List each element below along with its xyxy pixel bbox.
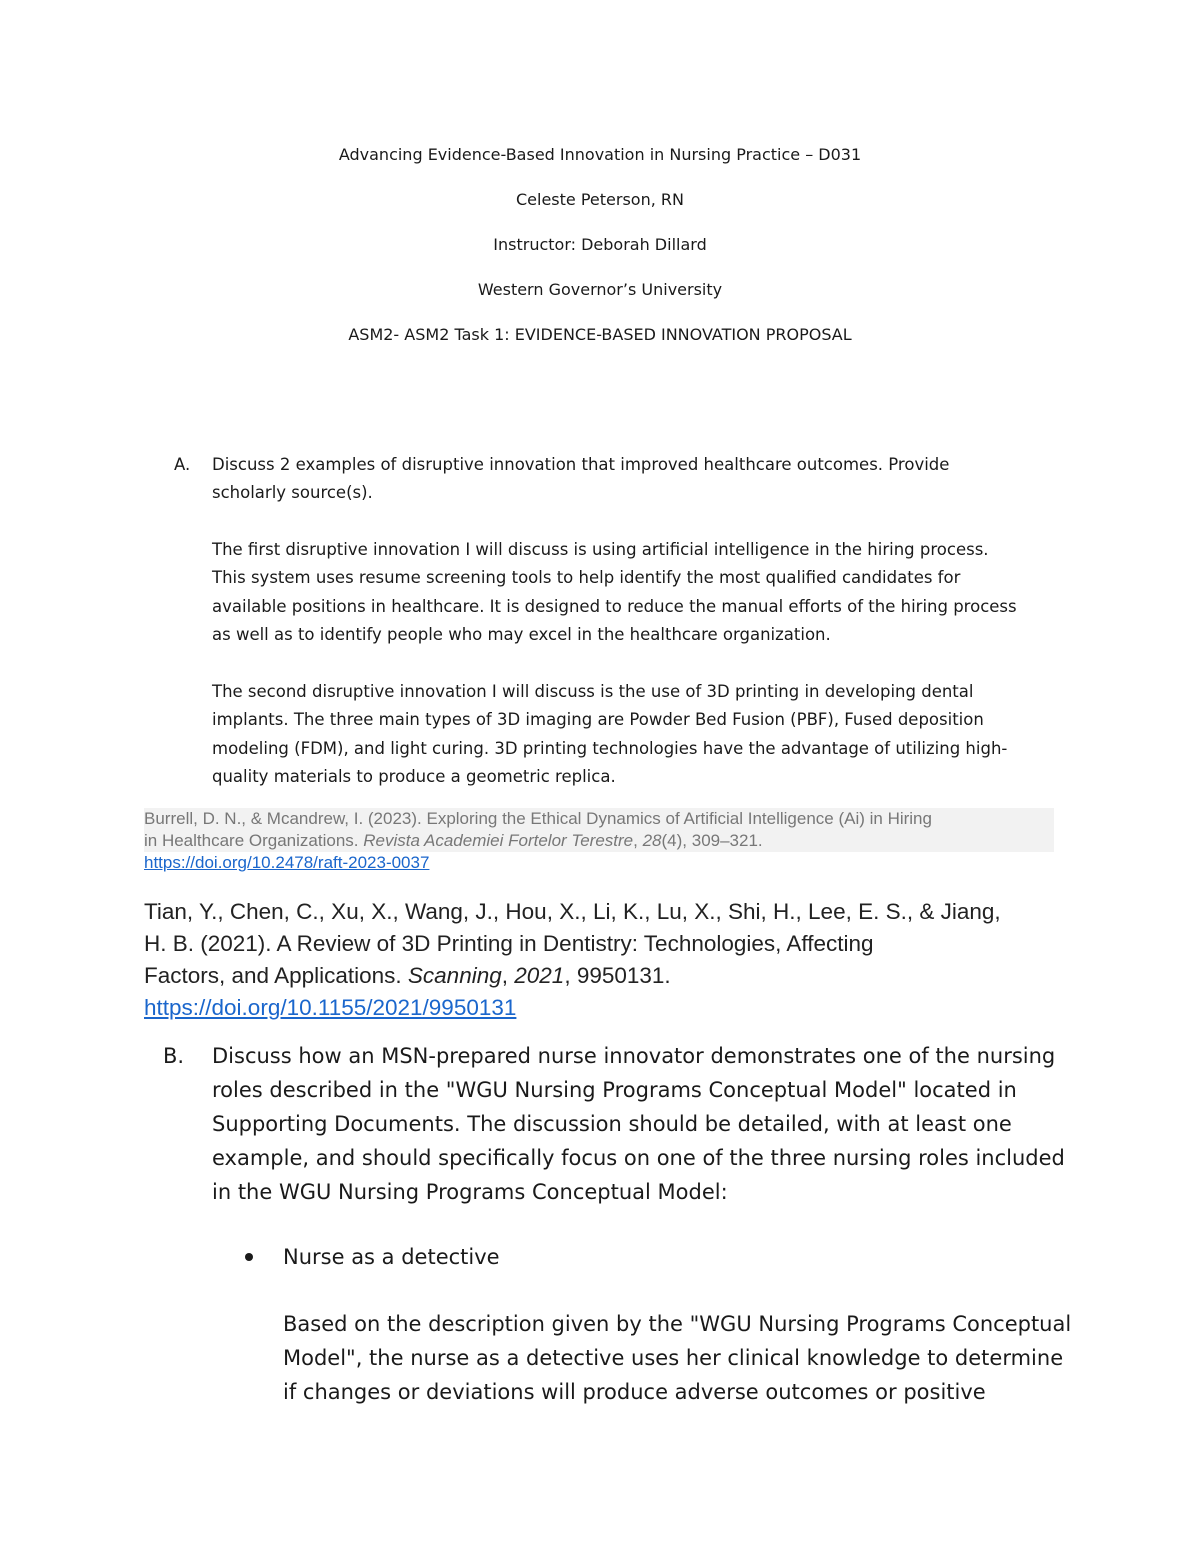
paragraph-line: if changes or deviations will produce adverse outcomes or positive bbox=[283, 1380, 986, 1404]
section-b-prompt-line: example, and should specifically focus on one of the three nursing roles included bbox=[212, 1146, 1065, 1170]
section-b-prompt-line: Supporting Documents. The discussion should be detailed, with at least one bbox=[212, 1112, 1012, 1136]
section-b-marker: B. bbox=[163, 1044, 185, 1068]
paragraph-line: as well as to identify people who may excel in the healthcare organization. bbox=[212, 624, 831, 644]
reference-2-line-3 bbox=[144, 960, 1064, 992]
assignment-name: ASM2- ASM2 Task 1: EVIDENCE-BASED INNOVATION PROPOSAL bbox=[348, 325, 852, 344]
instructor-name: Instructor: Deborah Dillard bbox=[493, 235, 707, 254]
document-title: Advancing Evidence-Based Innovation in Nursing Practice – D031 bbox=[338, 145, 862, 164]
section-a-paragraph-2 bbox=[212, 678, 1007, 791]
section-b-prompt-line: roles described in the "WGU Nursing Programs Conceptual Model" located in bbox=[212, 1078, 1017, 1102]
section-b-prompt-line: Discuss how an MSN-prepared nurse innovator demonstrates one of the nursing bbox=[212, 1044, 1056, 1068]
reference-2-doi-link[interactable]: https://doi.org/10.1155/2021/9950131 bbox=[144, 995, 517, 1020]
paragraph-line: available positions in healthcare. It is designed to reduce the manual efforts of the hiring process bbox=[212, 596, 1017, 616]
reference-1-line-2: in Healthcare Organizations. Revista Academiei Fortelor Terestre, 28(4), 309–321. bbox=[144, 830, 1054, 852]
reference-2-journal: Scanning bbox=[407, 963, 502, 988]
section-b-paragraph bbox=[283, 1307, 1071, 1409]
title-block bbox=[0, 144, 1200, 369]
bullet-dot-icon bbox=[245, 1253, 253, 1261]
section-a-prompt-line: Discuss 2 examples of disruptive innovation that improved healthcare outcomes. Provide bbox=[212, 455, 950, 474]
reference-1-line-1: Burrell, D. N., & Mcandrew, I. (2023). Exploring the Ethical Dynamics of Artificial Intelligence (Ai) in Hiring bbox=[144, 808, 1054, 830]
reference-2-line-4 bbox=[144, 992, 1064, 1024]
reference-2-plain: Factors, and Applications. bbox=[144, 963, 408, 988]
section-b-prompt bbox=[212, 1039, 1065, 1209]
reference-2-line-2: H. B. (2021). A Review of 3D Printing in Dentistry: Technologies, Affecting bbox=[144, 931, 874, 956]
paragraph-line: implants. The three main types of 3D imaging are Powder Bed Fusion (PBF), Fused deposition bbox=[212, 710, 984, 730]
reference-1-volume: 28 bbox=[642, 831, 662, 850]
reference-2 bbox=[144, 896, 1064, 1024]
reference-2-volume: 2021 bbox=[514, 963, 565, 988]
section-a-marker: A. bbox=[174, 455, 191, 474]
paragraph-line: The first disruptive innovation I will discuss is using artificial intelligence in the hiring process. bbox=[212, 540, 989, 559]
reference-1 bbox=[144, 808, 1054, 874]
university-name: Western Governor’s University bbox=[477, 280, 723, 299]
reference-2-article: , 9950131. bbox=[564, 963, 671, 988]
reference-1-plain: in Healthcare Organizations. bbox=[144, 831, 364, 850]
paragraph-line: modeling (FDM), and light curing. 3D printing technologies have the advantage of utilizing high- bbox=[212, 738, 1008, 758]
reference-2-line-1: Tian, Y., Chen, C., Xu, X., Wang, J., Hou, X., Li, K., Lu, X., Shi, H., Lee, E. S., & Jiang, bbox=[144, 899, 1001, 924]
reference-1-doi-link[interactable]: https://doi.org/10.2478/raft-2023-0037 bbox=[144, 853, 430, 872]
paragraph-line: Based on the description given by the "WGU Nursing Programs Conceptual bbox=[283, 1312, 1072, 1336]
section-b-prompt-line: in the WGU Nursing Programs Conceptual Model: bbox=[212, 1180, 728, 1204]
section-a-prompt bbox=[212, 451, 949, 508]
bullet-item-nurse-as-detective: Nurse as a detective bbox=[283, 1245, 500, 1269]
section-a-prompt-line: scholarly source(s). bbox=[212, 483, 373, 503]
paragraph-line: Model", the nurse as a detective uses her clinical knowledge to determine bbox=[283, 1346, 1064, 1370]
paragraph-line: This system uses resume screening tools to help identify the most qualified candidates for bbox=[212, 568, 961, 588]
reference-2-sep: , bbox=[501, 963, 515, 988]
reference-1-journal: Revista Academiei Fortelor Terestre bbox=[363, 831, 634, 850]
paragraph-line: The second disruptive innovation I will discuss is the use of 3D printing in developing dental bbox=[212, 682, 974, 701]
reference-1-pages: (4), 309–321. bbox=[661, 831, 763, 850]
paragraph-line: quality materials to produce a geometric replica. bbox=[212, 766, 616, 786]
section-a-paragraph-1 bbox=[212, 536, 1017, 649]
author-name: Celeste Peterson, RN bbox=[516, 190, 684, 209]
reference-1-line-3 bbox=[144, 852, 1054, 874]
